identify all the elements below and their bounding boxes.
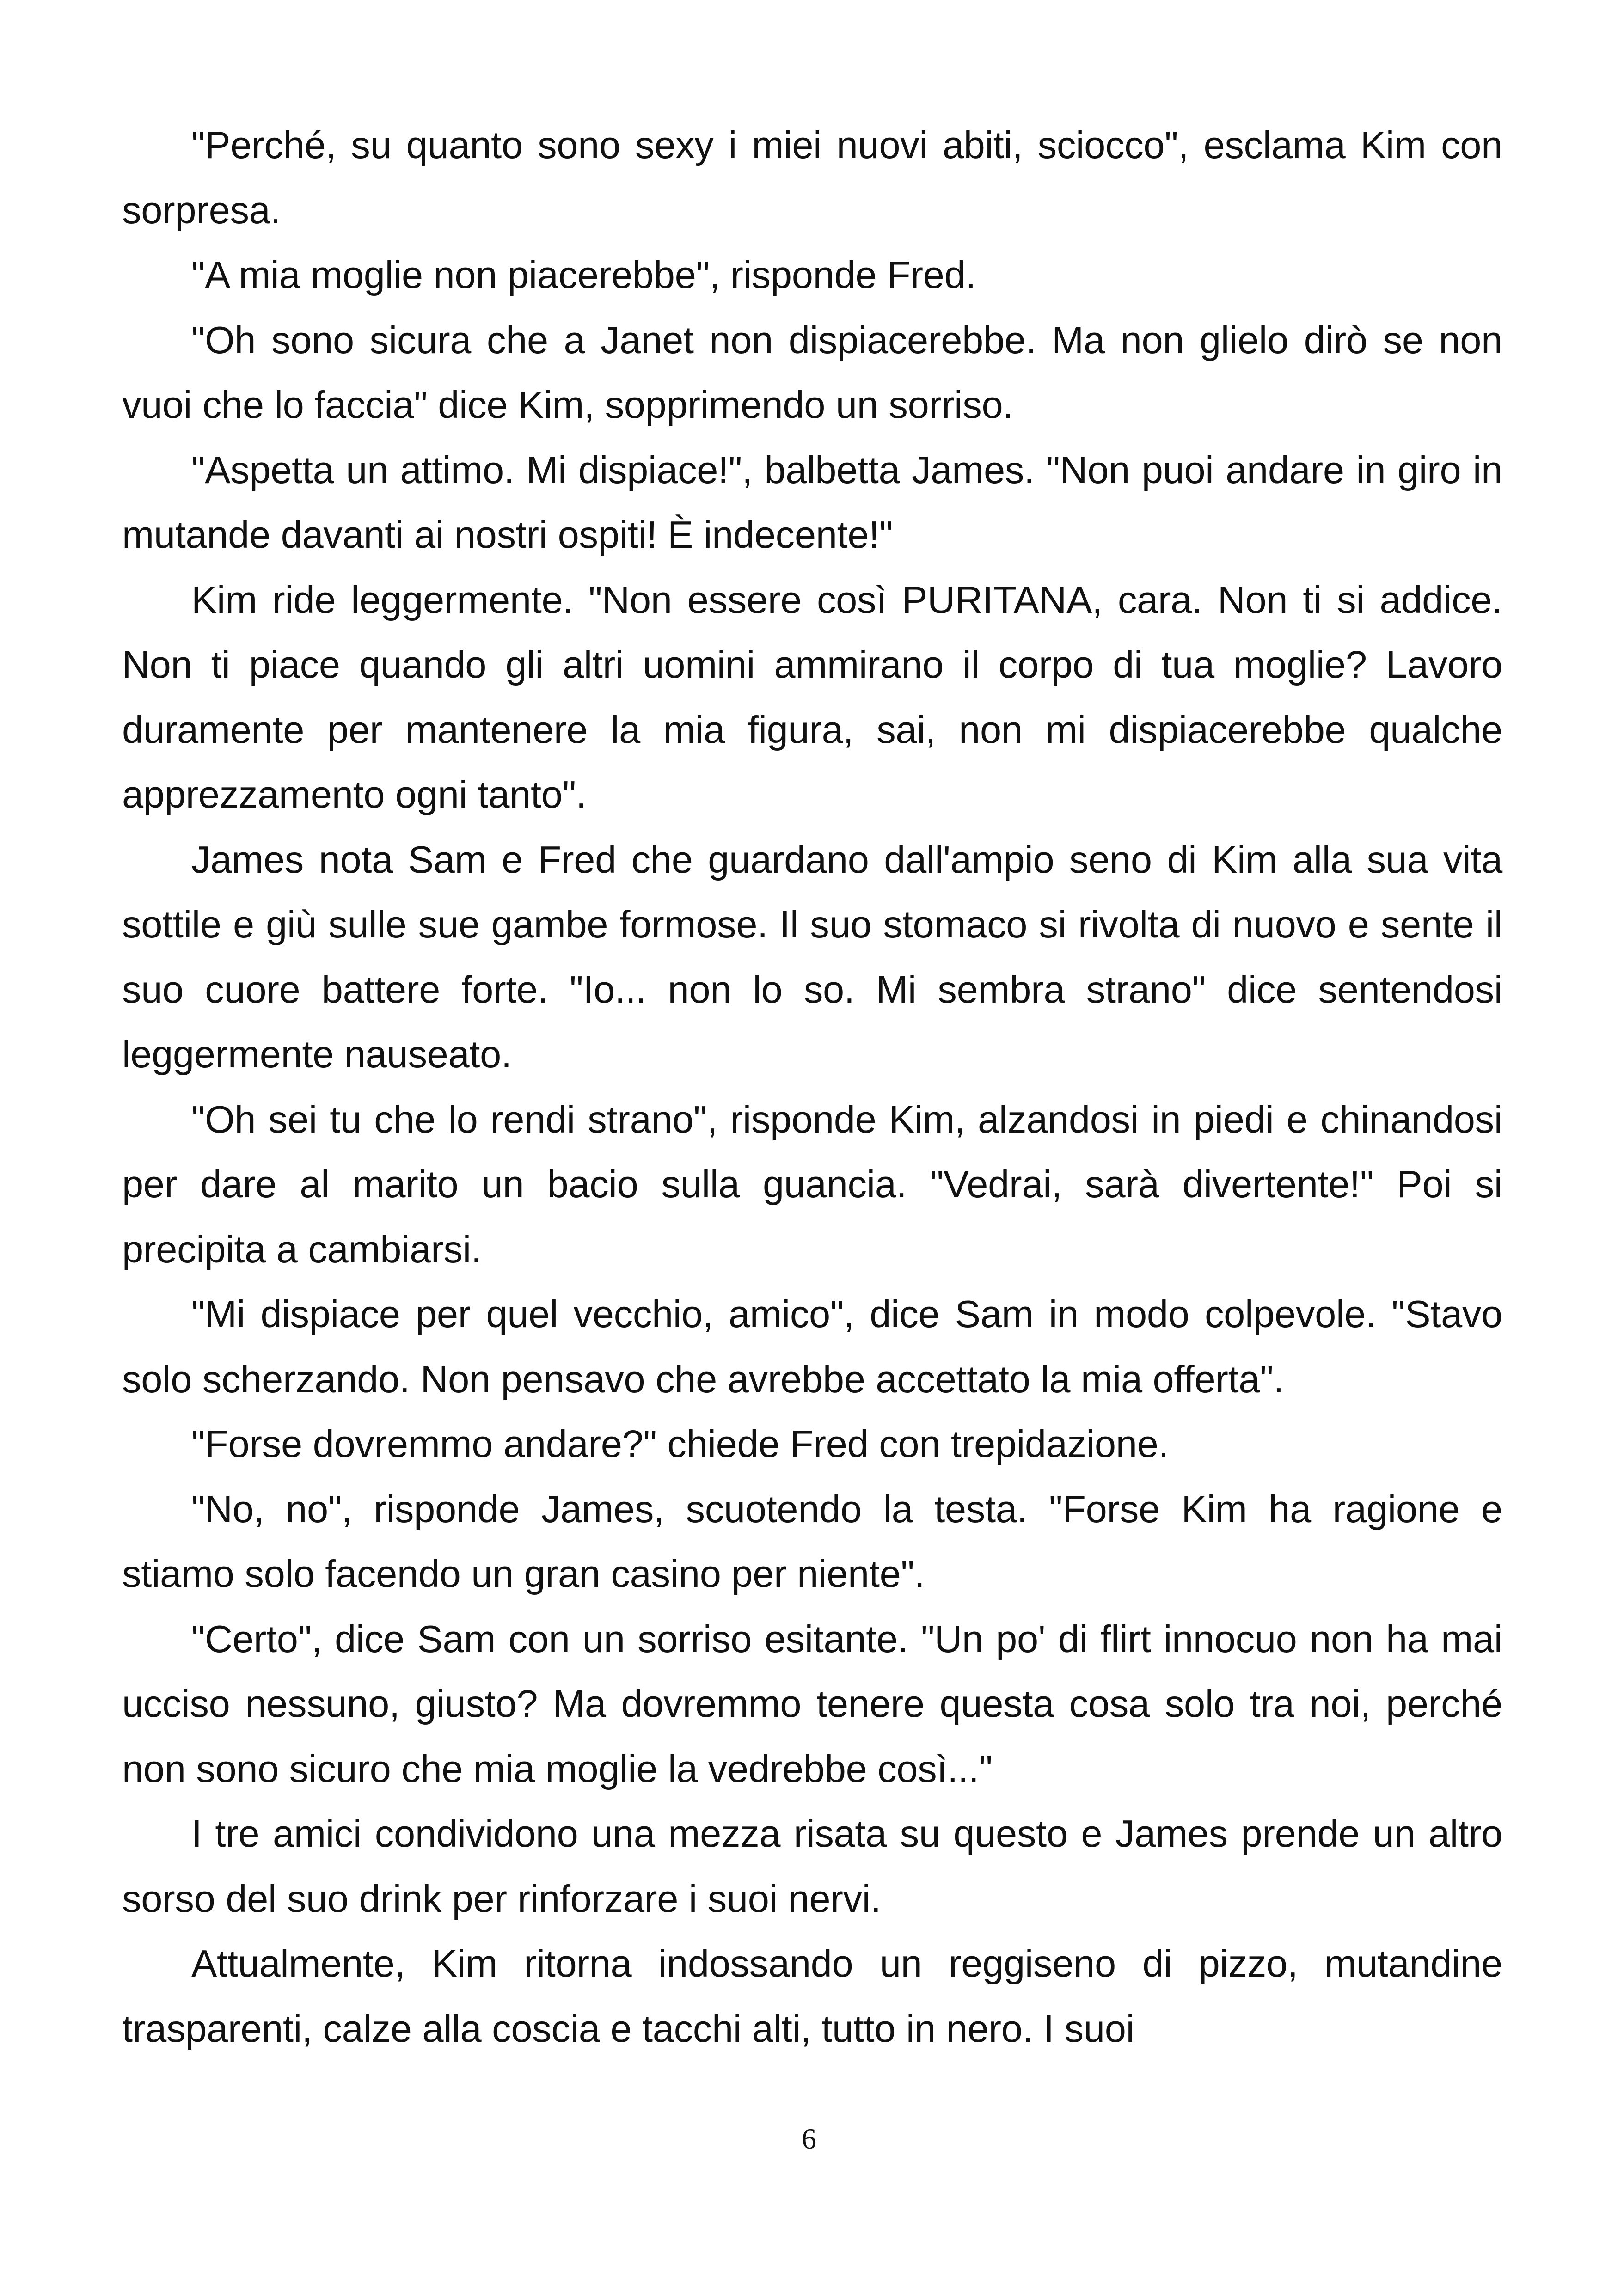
paragraph: "Mi dispiace per quel vecchio, amico", dice Sam in modo colpevole. "Stavo solo scherzando. Non pensavo che avrebbe accettato la mia offerta".	[122, 1292, 1502, 1401]
paragraph: "Certo", dice Sam con un sorriso esitante. "Un po' di flirt innocuo non ha mai ucciso nessuno, giusto? Ma dovremmo tenere questa cosa solo tra noi, perché non sono sicuro che mia moglie la vedrebbe così..."	[122, 1617, 1502, 1790]
paragraph: I tre amici condividono una mezza risata su questo e James prende un altro sorso del suo drink per rinforzare i suoi nervi.	[122, 1812, 1502, 1920]
paragraph: Attualmente, Kim ritorna indossando un reggiseno di pizzo, mutandine trasparenti, calze alla coscia e tacchi alti, tutto in nero. I suoi	[122, 1942, 1502, 2050]
paragraph: "Forse dovremmo andare?" chiede Fred con trepidazione.	[191, 1422, 1169, 1465]
paragraph: Kim ride leggermente. "Non essere così PURITANA, cara. Non ti si addice. Non ti piace quando gli altri uomini ammirano il corpo di tua moglie? Lavoro duramente per mantenere la mia figura, sai, non mi dispiacerebbe qualche apprezzamento ogni tanto".	[122, 578, 1502, 816]
paragraph: "Aspetta un attimo. Mi dispiace!", balbetta James. "Non puoi andare in giro in mutande davanti ai nostri ospiti! È indecente!"	[122, 448, 1502, 556]
body-text	[122, 113, 1502, 2061]
paragraph: "A mia moglie non piacerebbe", risponde Fred.	[191, 253, 976, 296]
paragraph: James nota Sam e Fred che guardano dall'ampio seno di Kim alla sua vita sottile e giù sulle sue gambe formose. Il suo stomaco si rivolta di nuovo e sente il suo cuore battere forte. "Io... non lo so. Mi sembra strano" dice sentendosi leggermente nauseato.	[122, 838, 1502, 1076]
paragraph: "No, no", risponde James, scuotendo la testa. "Forse Kim ha ragione e stiamo solo facendo un gran casino per niente".	[122, 1487, 1502, 1595]
paragraph: "Oh sei tu che lo rendi strano", risponde Kim, alzandosi in piedi e chinandosi per dare al marito un bacio sulla guancia. "Vedrai, sarà divertente!" Poi si precipita a cambiarsi.	[122, 1097, 1502, 1271]
page-number: 6	[802, 2122, 816, 2155]
paragraph: "Perché, su quanto sono sexy i miei nuovi abiti, sciocco", esclama Kim con sorpresa.	[122, 123, 1502, 232]
paragraph: "Oh sono sicura che a Janet non dispiacerebbe. Ma non glielo dirò se non vuoi che lo faccia" dice Kim, sopprimendo un sorriso.	[122, 318, 1502, 426]
